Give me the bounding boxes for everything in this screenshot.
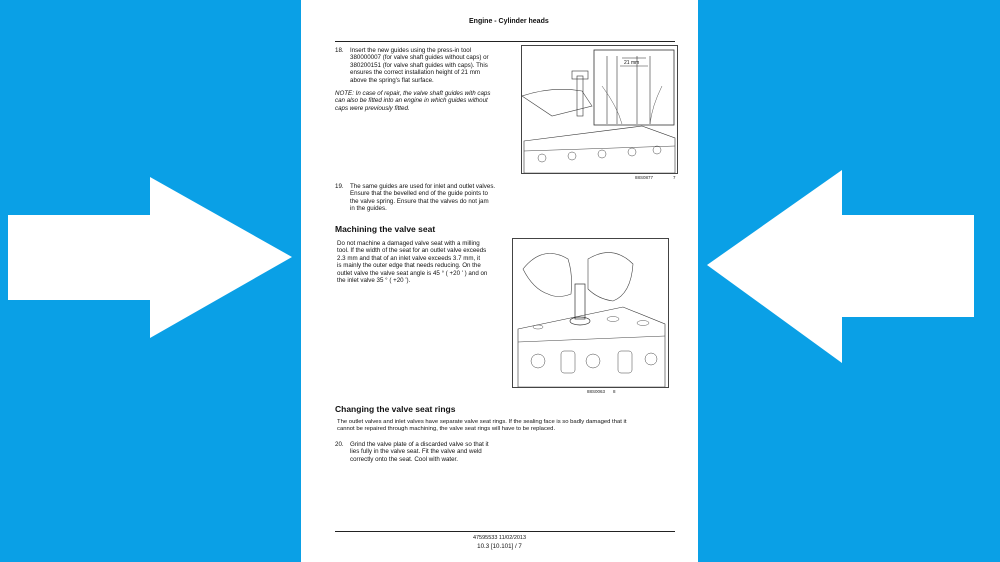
- figure-1-code: 88S0877: [635, 175, 654, 180]
- paragraph-line: 2.3 mm and that of an inlet valve exceeds 3.7 mm, it: [337, 254, 481, 262]
- step-number: 20.: [335, 441, 344, 448]
- step-line: the valve spring. Ensure that the valves do not jam: [350, 197, 489, 205]
- left-arrow-icon: [702, 165, 1000, 365]
- step-line: 380200151 (for valve shaft guides with caps). This: [350, 61, 488, 69]
- paragraph-line: Do not machine a damaged valve seat with a milling: [337, 240, 480, 247]
- document-page: [301, 0, 698, 562]
- page-header: Engine - Cylinder heads: [469, 18, 549, 25]
- press-in-tool-illustration: [522, 46, 677, 173]
- step-line: above the spring's flat surface.: [350, 76, 434, 84]
- step-line: in the guides.: [350, 205, 387, 213]
- section-title-machining: Machining the valve seat: [335, 224, 436, 234]
- step-line: lies fully in the valve seat. Fit the valve and weld: [350, 448, 482, 456]
- repair-note: [335, 90, 515, 112]
- machining-paragraph: [337, 240, 512, 284]
- figure-valve-seat-milling: [512, 238, 669, 388]
- paragraph-line: The outlet valves and inlet valves have separate valve seat rings. If the sealing face is so badly damaged that it: [337, 419, 627, 425]
- paragraph-line: outlet valve the valve seat angle is 45 ° ( +20 ' ) and on: [337, 269, 488, 277]
- right-arrow-icon: [0, 170, 300, 345]
- paragraph-line: tool. If the width of the seat for an outlet valve exceeds: [337, 247, 487, 255]
- figure-2-code: 88S0063: [587, 389, 606, 394]
- paragraph-line: is mainly the outer edge that needs reducing. On the: [337, 262, 481, 270]
- step-number: 19.: [335, 183, 344, 190]
- paragraph-line: the inlet valve 35 ° ( +20 ').: [337, 277, 411, 285]
- figure-press-in-tool: [521, 45, 678, 174]
- figure-1-number: 7: [673, 175, 676, 180]
- step-line: ensures the correct installation height of 21 mm: [350, 69, 481, 77]
- footer-page-number: 10.3 [10.101] / 7: [477, 543, 522, 550]
- section-title-valve-seat-rings: Changing the valve seat rings: [335, 404, 456, 414]
- step-line: Insert the new guides using the press-in tool: [350, 47, 472, 54]
- footer-rule: [335, 531, 675, 532]
- step-line: correctly onto the seat. Cool with water.: [350, 455, 458, 463]
- step-line: Grind the valve plate of a discarded valve so that it: [350, 441, 489, 448]
- paragraph-line: cannot be repaired through machining, the valve seat rings will have to be replaced.: [337, 426, 556, 433]
- step-line: The same guides are used for inlet and outlet valves.: [350, 183, 496, 190]
- valve-seat-rings-paragraph: [337, 419, 682, 434]
- valve-seat-milling-illustration: [513, 239, 668, 387]
- header-rule: [335, 41, 675, 42]
- figure-2-number: 8: [613, 389, 616, 394]
- step-line: Ensure that the bevelled end of the guide points to: [350, 190, 488, 198]
- step-line: 380000007 (for valve shaft guides without caps) or: [350, 54, 489, 62]
- step-number: 18.: [335, 47, 344, 54]
- dimension-label: 21 mm: [624, 60, 640, 66]
- note-line: NOTE: In case of repair, the valve shaft guides with caps: [335, 90, 491, 97]
- note-line: caps were previously fitted.: [335, 104, 410, 112]
- note-line: can also be fitted into an engine in which guides without: [335, 97, 488, 105]
- footer-document-id: 47595533 11/02/2013: [472, 535, 527, 541]
